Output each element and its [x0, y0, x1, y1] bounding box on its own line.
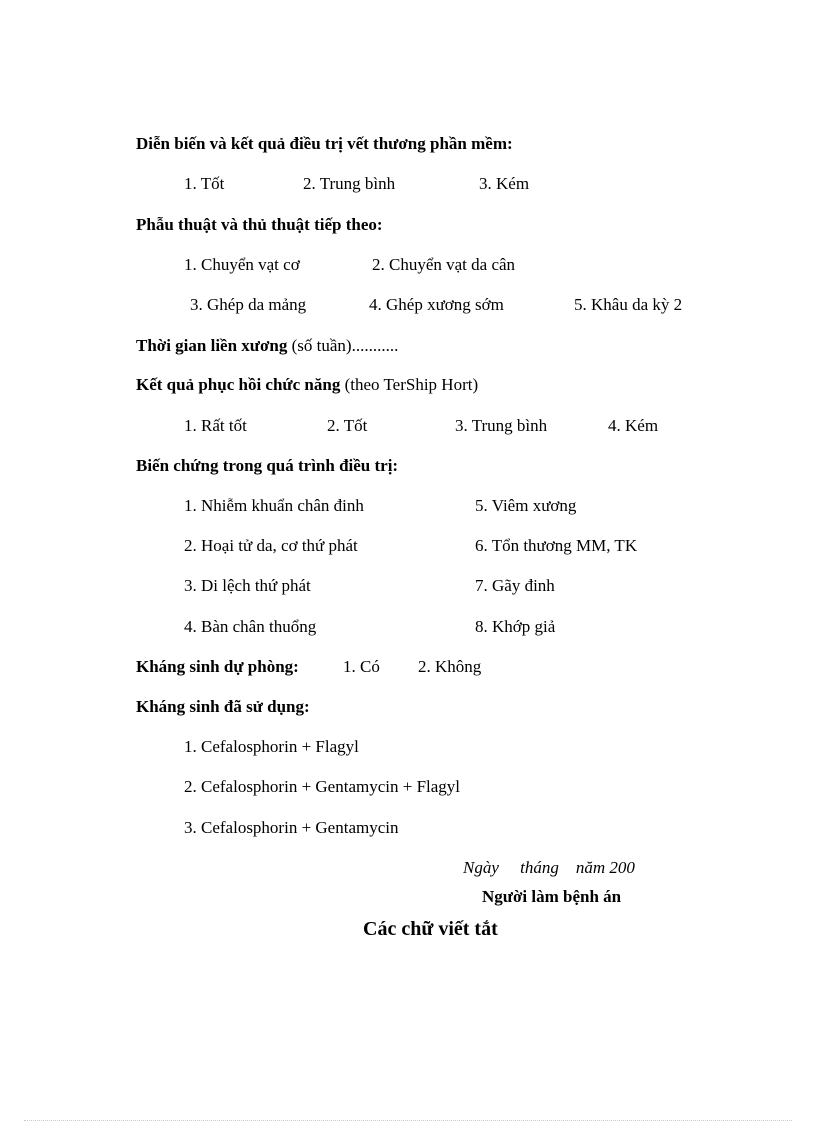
surgery-option-5: 5. Khâu da kỳ 2	[574, 295, 683, 314]
surgery-option-1: 1. Chuyển vạt cơ	[184, 255, 300, 274]
prophylaxis-heading: Kháng sinh dự phòng:	[136, 657, 299, 676]
complication-5: 5. Viêm xương	[475, 496, 577, 515]
complication-2: 2. Hoại tử da, cơ thứ phát	[184, 536, 358, 555]
wound-option-average: 2. Trung bình	[303, 174, 396, 193]
function-option-3: 3. Trung bình	[455, 416, 548, 435]
bone-healing-suffix: (số tuần)...........	[287, 336, 399, 355]
antibiotic-item-1: 1. Cefalosphorin + Flagyl	[184, 737, 359, 756]
wound-option-good: 1. Tốt	[184, 174, 225, 193]
complication-8: 8. Khớp giả	[475, 617, 556, 636]
abbreviations-title: Các chữ viết tắt	[363, 918, 498, 940]
complication-7: 7. Gãy đinh	[475, 576, 555, 595]
bone-healing-line	[136, 336, 398, 356]
wound-option-poor: 3. Kém	[479, 174, 530, 193]
complication-1: 1. Nhiễm khuẩn chân đinh	[184, 496, 364, 515]
function-option-2: 2. Tốt	[327, 416, 368, 435]
function-recovery-line	[136, 375, 478, 395]
function-recovery-heading: Kết quả phục hồi chức năng	[136, 375, 341, 394]
signature-role: Người làm bệnh án	[482, 887, 622, 906]
wound-progress-heading: Diễn biến và kết quả điều trị vết thương phần mềm:	[136, 134, 513, 153]
prophylaxis-option-yes: 1. Có	[343, 657, 380, 676]
surgery-option-4: 4. Ghép xương sớm	[369, 295, 504, 314]
complications-heading: Biến chứng trong quá trình điều trị:	[136, 456, 399, 475]
surgery-heading: Phẫu thuật và thủ thuật tiếp theo:	[136, 215, 383, 234]
function-recovery-suffix: (theo TerShip Hort)	[340, 375, 479, 394]
prophylaxis-option-no: 2. Không	[418, 657, 482, 676]
function-option-1: 1. Rất tốt	[184, 416, 247, 435]
surgery-option-3: 3. Ghép da mảng	[190, 295, 307, 314]
antibiotic-item-3: 3. Cefalosphorin + Gentamycin	[184, 818, 399, 837]
page-bottom-rule	[24, 1120, 792, 1121]
function-option-4: 4. Kém	[608, 416, 659, 435]
complication-6: 6. Tổn thương MM, TK	[475, 536, 638, 555]
antibiotic-item-2: 2. Cefalosphorin + Gentamycin + Flagyl	[184, 777, 461, 796]
bone-healing-heading: Thời gian liền xương	[136, 336, 288, 355]
antibiotics-heading: Kháng sinh đã sử dụng:	[136, 697, 310, 716]
surgery-option-2: 2. Chuyển vạt da cân	[372, 255, 516, 274]
signature-date-line: Ngày tháng năm 200	[463, 858, 635, 877]
complication-3: 3. Di lệch thứ phát	[184, 576, 311, 595]
complication-4: 4. Bàn chân thuổng	[184, 617, 317, 636]
